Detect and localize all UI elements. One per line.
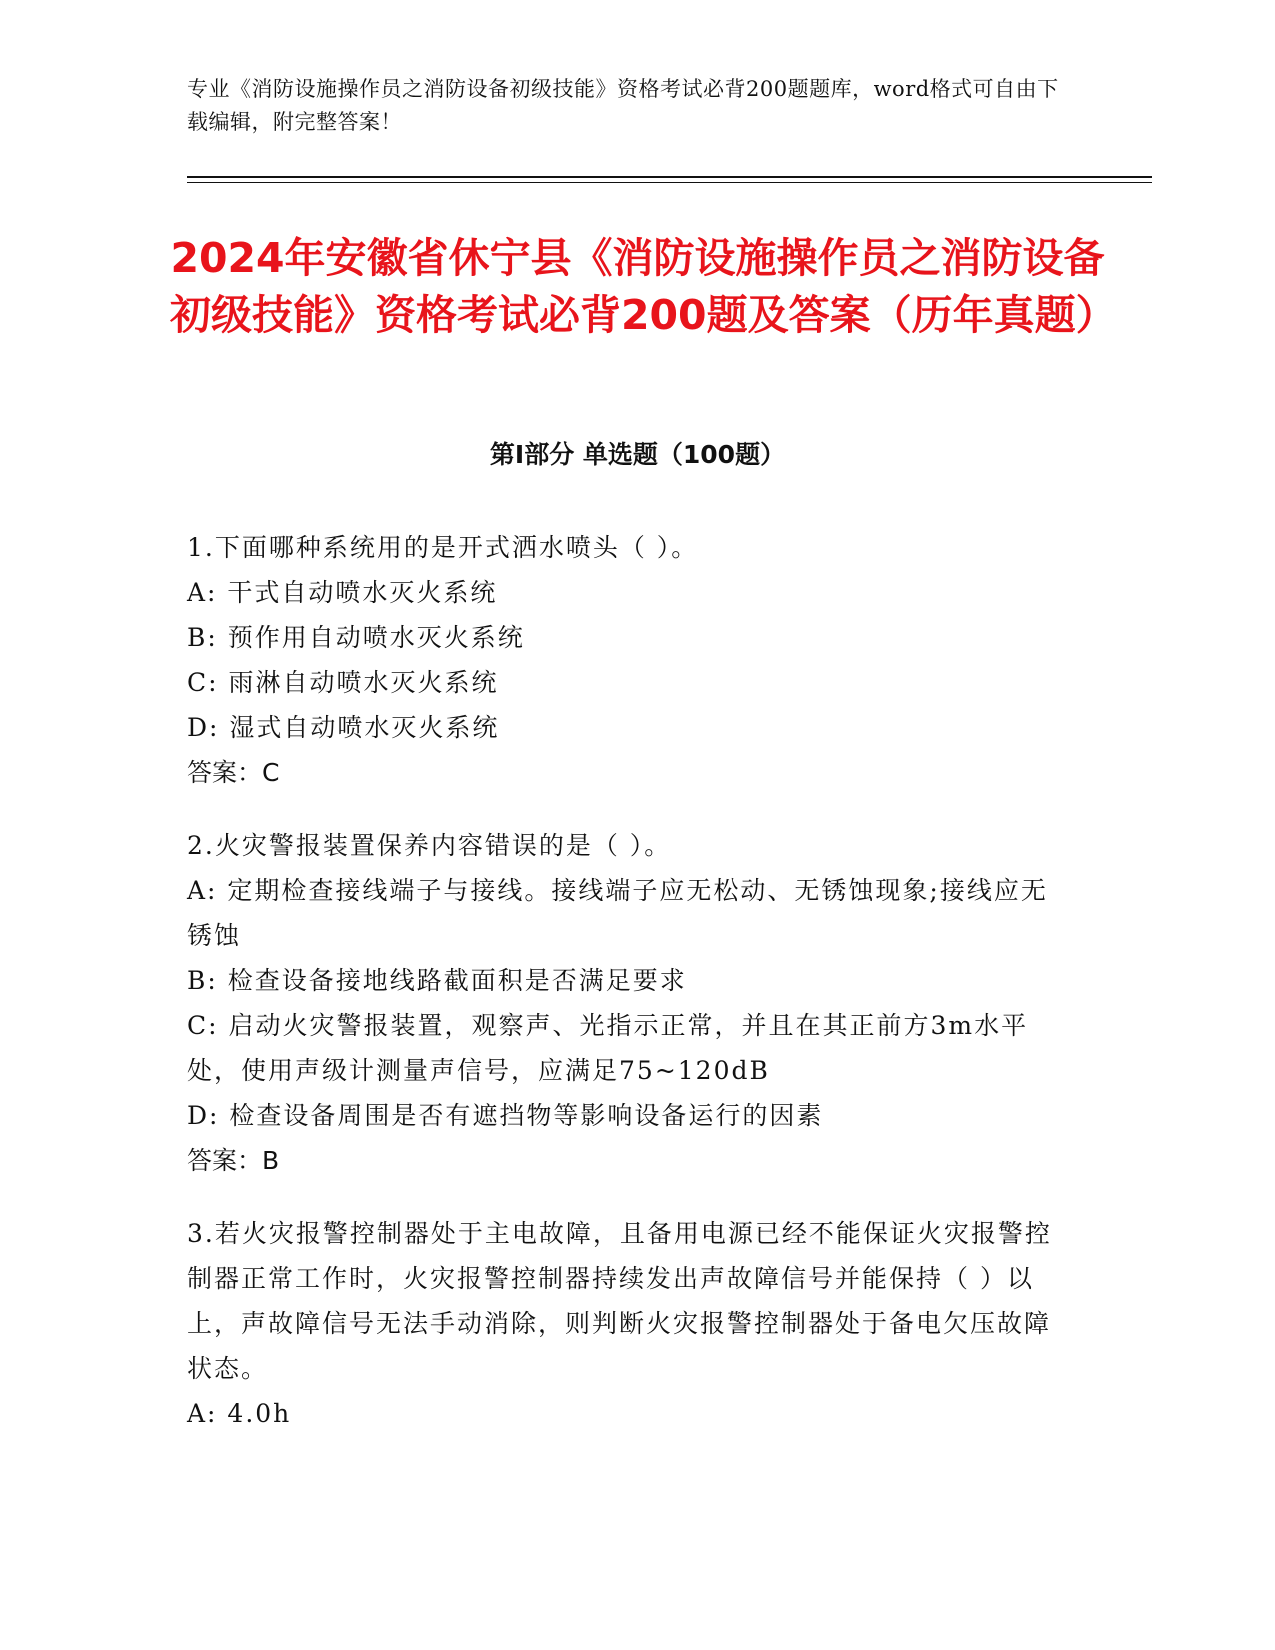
question-3 <box>187 1211 1052 1436</box>
question-stem: 1.下面哪种系统用的是开式洒水喷头（ ）。 <box>187 533 699 562</box>
header-divider-thick <box>187 176 1152 178</box>
question-stem: 3.若火灾报警控制器处于主电故障，且备用电源已经不能保证火灾报警控制器正常工作时，火灾报警控制器持续发出声故障信号并能保持（ ）以上，声故障信号无法手动消除，则判断火灾报警控制器处于备电欠压故障状态。 <box>187 1219 1052 1383</box>
option-a: A: 定期检查接线端子与接线。接线端子应无松动、无锈蚀现象;接线应无锈蚀 <box>187 876 1048 950</box>
option-b: B: 预作用自动喷水灭火系统 <box>187 623 525 652</box>
section-title: 第I部分 单选题（100题） <box>489 440 786 469</box>
option-d: D: 检查设备周围是否有遮挡物等影响设备运行的因素 <box>187 1101 824 1130</box>
option-c: C: 启动火灾警报装置，观察声、光指示正常，并且在其正前方3m水平处，使用声级计测量声信号，应满足75~120dB <box>187 1011 1029 1085</box>
question-list <box>187 525 1052 1464</box>
question-2 <box>187 823 1052 1183</box>
option-a: A: 4.0h <box>187 1399 292 1428</box>
option-a: A: 干式自动喷水灭火系统 <box>187 578 498 607</box>
question-1 <box>187 525 1052 795</box>
header-divider-thin <box>187 182 1152 183</box>
option-c: C: 雨淋自动喷水灭火系统 <box>187 668 499 697</box>
answer-line: 答案：B <box>187 1146 280 1175</box>
question-stem: 2.火灾警报装置保养内容错误的是（ ）。 <box>187 831 672 860</box>
option-b: B: 检查设备接地线路截面积是否满足要求 <box>187 966 687 995</box>
option-d: D: 湿式自动喷水灭火系统 <box>187 713 500 742</box>
document-title: 2024年安徽省休宁县《消防设施操作员之消防设备初级技能》资格考试必背200题及答案（历年真题） <box>170 234 1117 339</box>
answer-line: 答案：C <box>187 758 280 787</box>
header-note: 专业《消防设施操作员之消防设备初级技能》资格考试必背200题题库，word格式可自由下载编辑，附完整答案！ <box>187 77 1059 134</box>
